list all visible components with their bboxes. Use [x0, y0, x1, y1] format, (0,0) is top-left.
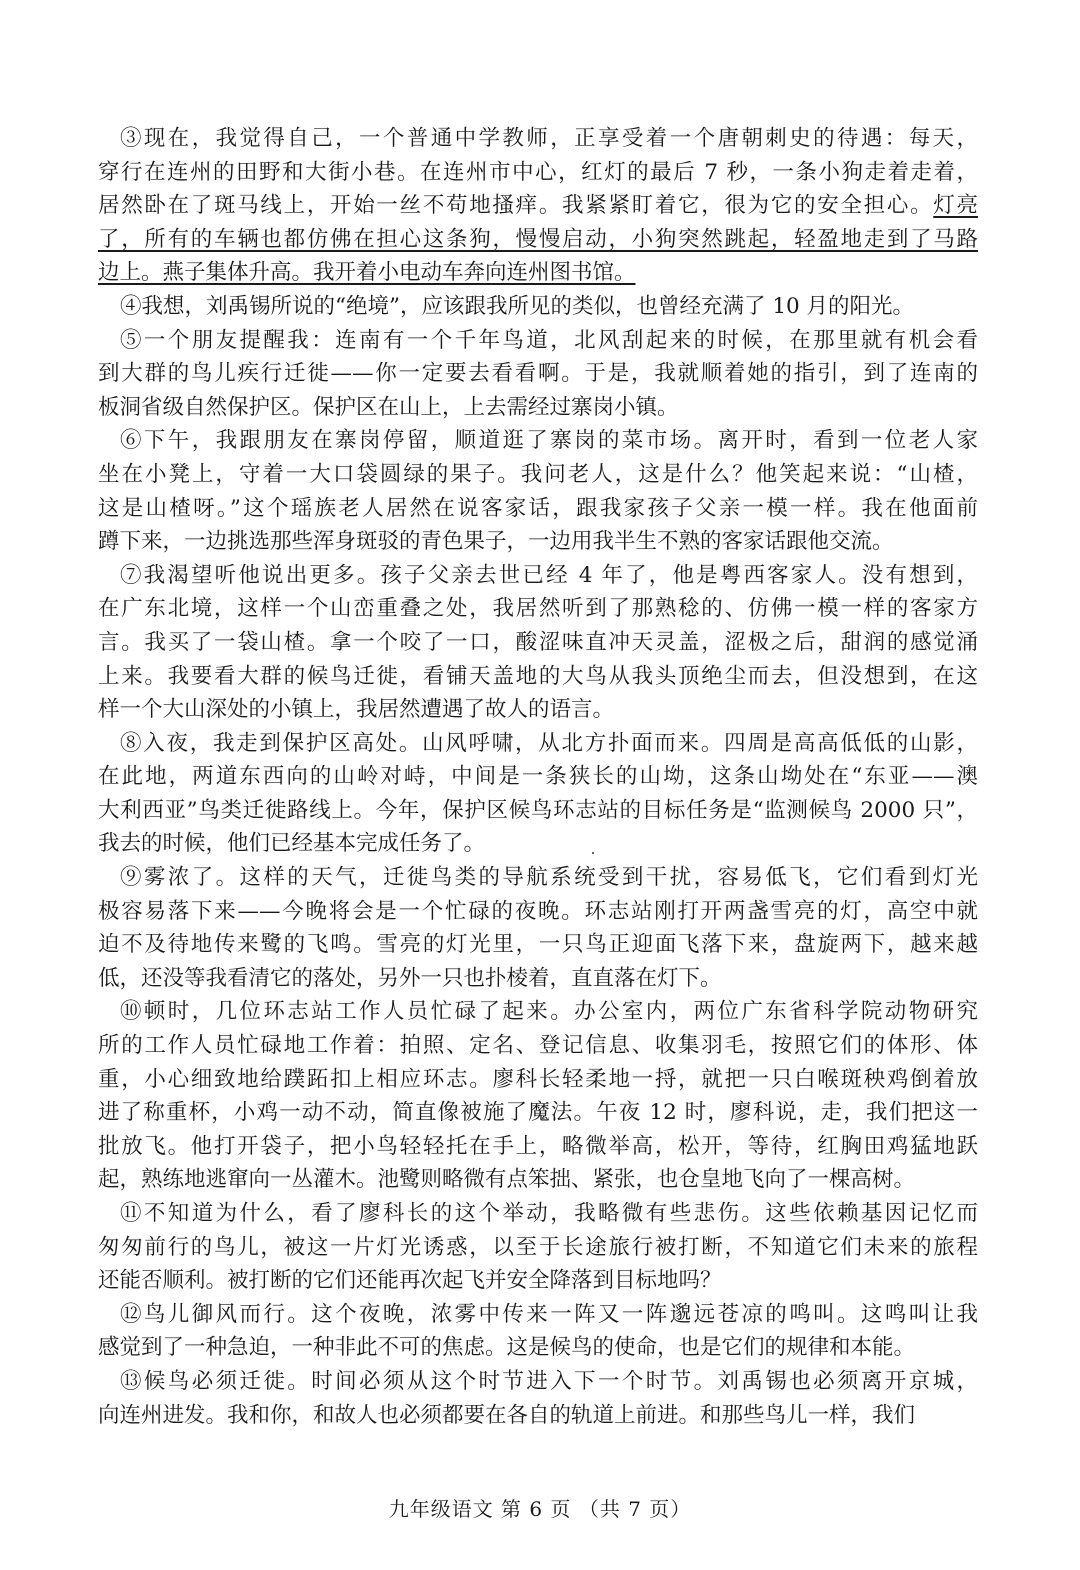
paragraph-10-line: 感觉到了一种急迫，一种非此不可的焦虑。这是候鸟的使命，也是它们的规律和本能。: [98, 1335, 916, 1361]
paragraph-3-line: 板洞省级自然保护区。保护区在山上，上去需经过寨岗小镇。: [98, 394, 679, 420]
paragraph-2: [98, 290, 978, 324]
paragraph-6-line: 我去的时候，他们已经基本完成任务了。: [98, 831, 486, 857]
paragraph-11-line: ⑬候鸟必须迁徙。时间必须从这个时节进入下一个时节。刘禹锡也必须离开京城，: [120, 1368, 978, 1394]
paragraph-8-line: 进了称重杯，小鸡一动不动，简直像被施了魔法。午夜 12 时，廖科说，走，我们把这一: [98, 1100, 978, 1126]
paragraph-9: [98, 1197, 978, 1298]
paragraph-8-line: 所的工作人员忙碌地工作着：拍照、定名、登记信息、收集羽毛，按照它们的体形、体: [98, 1033, 978, 1059]
passage-body: [98, 122, 978, 1432]
scan-speck: [592, 852, 594, 854]
paragraph-6-line: 大利西亚”鸟类迁徙路线上。今年，保护区候鸟环志站的目标任务是“监测候鸟 2000 只”，: [98, 797, 978, 823]
paragraph-1-line: ③现在，我觉得自己，一个普通中学教师，正享受着一个唐朝刺史的待遇：每天，: [120, 126, 978, 151]
paragraph-1-line: [98, 256, 978, 290]
paragraph-1: [98, 122, 978, 290]
paragraph-5: [98, 559, 978, 727]
paragraph-8: [98, 995, 978, 1197]
paragraph-4: [98, 424, 978, 558]
paragraph-5-line: 样一个大山深处的小镇上，我居然遭遇了故人的语言。: [98, 697, 615, 723]
paragraph-11-line: 向连州进发。我和你，和故人也必须都要在各自的轨道上前进。和那些鸟儿一样，我们: [98, 1402, 916, 1428]
paragraph-7-line: 极容易落下来——今晚将会是一个忙碌的夜晚。环志站刚打开两盏雪亮的灯，高空中就: [98, 898, 978, 924]
paragraph-1-line: 居然卧在了斑马线上，开始一丝不苟地搔痒。我紧紧盯着它，很为它的安全担心。灯亮: [98, 193, 978, 219]
page-footer: 九年级语文 第 6 页 （共 7 页）: [388, 1497, 692, 1521]
paragraph-5-line: 在广东北境，这样一个山峦重叠之处，我居然听到了那熟稔的、仿佛一模一样的客家方: [98, 596, 978, 622]
underlined-text: 边上。燕子集体升高。我开着小电动车奔向连州图书馆。: [98, 260, 636, 286]
paragraph-7-line: ⑨雾浓了。这样的天气，迁徙鸟类的导航系统受到干扰，容易低飞，它们看到灯光: [120, 865, 978, 891]
paragraph-3: [98, 324, 978, 425]
paragraph-2-line: ④我想，刘禹锡所说的“绝境”，应该跟我所见的类似，也曾经充满了 10 月的阳光。: [120, 293, 915, 319]
paragraph-1-line: [98, 223, 978, 257]
underlined-text: 灯亮: [933, 193, 978, 219]
paragraph-3-line: 到大群的鸟儿疾行迁徙——你一定要去看看啊。于是，我就顺着她的指引，到了连南的: [98, 361, 978, 387]
paragraph-6: [98, 727, 978, 861]
paragraph-9-line: 还能否顺利。被打断的它们还能再次起飞并安全降落到目标地吗？: [98, 1268, 722, 1294]
paragraph-6-line: 在此地，两道东西向的山岭对峙，中间是一条狭长的山坳，这条山坳处在“东亚——澳: [98, 764, 978, 790]
paragraph-10: [98, 1298, 978, 1365]
paragraph-10-line: ⑫鸟儿御风而行。这个夜晚，浓雾中传来一阵又一阵邈远苍凉的鸣叫。这鸣叫让我: [120, 1301, 978, 1327]
paragraph-5-line: 言。我买了一袋山楂。拿一个咬了一口，酸涩味直冲天灵盖，涩极之后，甜润的感觉涌: [98, 629, 978, 655]
paragraph-7: [98, 861, 978, 995]
paragraph-5-line: 上来。我要看大群的候鸟迁徙，看铺天盖地的大鸟从我头顶绝尘而去，但没想到，在这: [98, 663, 978, 689]
paragraph-5-line: ⑦我渴望听他说出更多。孩子父亲去世已经 4 年了，他是粤西客家人。没有想到，: [120, 562, 978, 588]
paragraph-7-line: 低，还没等我看清它的落处，另外一只也扑棱着，直直落在灯下。: [98, 965, 722, 991]
paragraph-4-line: ⑥下午，我跟朋友在寨岗停留，顺道逛了寨岗的菜市场。离开时，看到一位老人家: [120, 428, 978, 454]
paragraph-11: [98, 1365, 978, 1432]
paragraph-1-line: 穿行在连州的田野和大街小巷。在连州市中心，红灯的最后 7 秒，一条小狗走着走着，: [98, 159, 978, 185]
paragraph-4-line: 坐在小凳上，守着一大口袋圆绿的果子。我问老人，这是什么？他笑起来说：“山楂，: [98, 461, 978, 487]
underlined-text: 了，所有的车辆也都仿佛在担心这条狗，慢慢启动，小狗突然跳起，轻盈地走到了马路: [98, 226, 978, 252]
paragraph-3-line: ⑤一个朋友提醒我：连南有一个千年鸟道，北风刮起来的时候，在那里就有机会看: [120, 327, 978, 353]
paragraph-4-line: 蹲下来，一边挑选那些浑身斑驳的青色果子，一边用我半生不熟的客家话跟他交流。: [98, 529, 894, 555]
paragraph-8-line: ⑩顿时，几位环志站工作人员忙碌了起来。办公室内，两位广东省科学院动物研究: [120, 999, 978, 1025]
paragraph-9-line: 匆匆前行的鸟儿，被这一片灯光诱惑，以至于长途旅行被打断，不知道它们未来的旅程: [98, 1234, 978, 1260]
paragraph-6-line: ⑧入夜，我走到保护区高处。山风呼啸，从北方扑面而来。四周是高高低低的山影，: [120, 730, 978, 756]
paragraph-8-line: 起，熟练地逃窜向一丛灌木。池鹭则略微有点笨拙、紧张，也仓皇地飞向了一棵高树。: [98, 1167, 916, 1193]
paragraph-9-line: ⑪不知道为什么，看了廖科长的这个举动，我略微有些悲伤。这些依赖基因记忆而: [120, 1201, 978, 1226]
paragraph-7-line: 迫不及待地传来鹭的飞鸣。雪亮的灯光里，一只鸟正迎面飞落下来，盘旋两下，越来越: [98, 932, 978, 958]
paragraph-8-line: 重，小心细致地给蹼跖扣上相应环志。廖科长轻柔地一捋，就把一只白喉斑秧鸡倒着放: [98, 1066, 978, 1092]
paragraph-4-line: 这是山楂呀。”这个瑶族老人居然在说客家话，跟我家孩子父亲一模一样。我在他面前: [98, 495, 978, 521]
paragraph-8-line: 批放飞。他打开袋子，把小鸟轻轻托在手上，略微举高，松开，等待，红胸田鸡猛地跃: [98, 1133, 978, 1159]
